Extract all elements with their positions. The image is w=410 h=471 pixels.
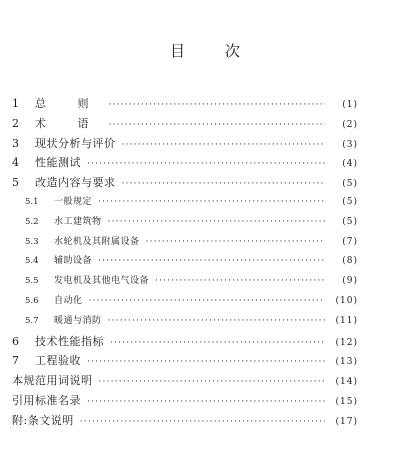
toc-entry-label: 附:条文说明 (12, 413, 74, 427)
toc-entry[interactable] (12, 351, 358, 371)
toc-entry[interactable] (12, 134, 358, 154)
toc-entry-page: (5) (342, 216, 358, 227)
toc-entry-number: 6 (12, 334, 19, 348)
toc-entry-label: 暖通与消防 (54, 315, 102, 326)
toc-entry[interactable] (12, 411, 358, 431)
toc-entry-leader (80, 413, 325, 433)
toc-entry[interactable] (12, 332, 358, 352)
toc-entry-number: 3 (12, 136, 19, 150)
toc-entry[interactable] (12, 391, 358, 411)
toc-entry-label: 发电机及其他电气设备 (54, 276, 150, 287)
toc-entry[interactable] (12, 252, 358, 272)
toc-entry-page: (3) (342, 139, 358, 150)
toc-entry[interactable] (12, 272, 358, 292)
toc-entry-label: 水工建筑物 (54, 216, 102, 227)
toc-entry-leader (122, 136, 326, 156)
toc-entry-leader (108, 312, 325, 332)
toc-entry-number: 5.6 (25, 295, 39, 306)
toc-entry-number: 5 (12, 176, 19, 190)
toc-entry-label: 技术性能指标 (35, 334, 104, 348)
toc-entry-label: 工程验收 (35, 354, 81, 368)
toc-entry-page: (5) (342, 196, 358, 207)
toc-entry-label: 术 语 (35, 116, 103, 130)
toc-entry-page: (17) (335, 416, 358, 427)
toc-entry-number: 1 (12, 97, 19, 110)
toc-entry-page: (9) (342, 276, 358, 287)
toc-entry-label: 辅助设备 (54, 256, 93, 267)
toc-entry-leader (109, 96, 326, 116)
toc-entry-page: (10) (335, 295, 358, 306)
toc-entry[interactable] (12, 153, 358, 173)
toc-entry[interactable] (12, 371, 358, 391)
toc-entry-label: 总 则 (35, 97, 103, 110)
toc-entry-page: (15) (335, 396, 358, 407)
page-title (0, 40, 410, 61)
toc-entry-page: (13) (335, 357, 358, 368)
toc-entry-leader (110, 334, 325, 354)
page-title-right: 次 (225, 42, 241, 60)
toc-entry-label: 改造内容与要求 (35, 176, 116, 190)
toc-entry-leader (98, 252, 325, 272)
toc-entry-leader (109, 116, 326, 136)
toc-entry-leader (99, 373, 326, 393)
toc-entry-label: 一般规定 (54, 196, 93, 207)
toc-entry-label: 现状分析与评价 (35, 136, 116, 150)
toc-entry-leader (146, 233, 325, 253)
toc-entry[interactable] (12, 94, 358, 114)
toc-entry[interactable] (12, 213, 358, 233)
toc-entry-page: (4) (342, 159, 358, 170)
toc-entry-number: 5.5 (25, 276, 39, 287)
toc-entry-leader (98, 193, 325, 213)
toc-entry-number: 5.3 (25, 236, 39, 247)
toc-entry[interactable] (12, 114, 358, 134)
toc-entry-leader (87, 155, 325, 175)
toc-entry-leader (155, 272, 325, 292)
toc-entry[interactable] (12, 193, 358, 213)
toc-entry-leader (89, 292, 325, 312)
toc-entry[interactable] (12, 312, 358, 332)
toc-entry-page: (8) (342, 256, 358, 267)
toc-entry-number: 2 (12, 116, 19, 130)
toc-entry-number: 7 (12, 354, 19, 368)
toc-entry-number: 5.7 (25, 315, 39, 326)
toc-entry-number: 5.2 (25, 216, 39, 227)
toc-entry-page: (2) (342, 119, 358, 130)
toc-entry-leader (108, 213, 325, 233)
toc-entry-page: (7) (342, 236, 358, 247)
toc-entry-number: 5.1 (25, 196, 39, 207)
toc-entry-leader (87, 353, 325, 373)
toc-entry-number: 5.4 (25, 256, 39, 267)
toc-entry[interactable] (12, 173, 358, 193)
toc-entry-label: 性能测试 (35, 156, 81, 170)
page-title-left: 目 (169, 42, 185, 60)
toc-entry-label: 本规范用词说明 (12, 374, 93, 388)
toc-entry-page: (14) (335, 377, 358, 388)
toc-entry[interactable] (12, 233, 358, 253)
toc-entry-page: (12) (335, 337, 358, 348)
toc-entry-label: 引用标准名录 (12, 393, 81, 407)
toc-entry-leader (87, 393, 325, 413)
toc-entry-page: (1) (342, 100, 358, 110)
toc-entry-page: (11) (335, 315, 358, 326)
table-of-contents (12, 94, 358, 431)
toc-entry-label: 自动化 (54, 295, 83, 306)
toc-entry[interactable] (12, 292, 358, 312)
toc-entry-page: (5) (342, 179, 358, 190)
toc-entry-number: 4 (12, 156, 19, 170)
toc-entry-label: 水轮机及其附属设备 (54, 236, 140, 247)
